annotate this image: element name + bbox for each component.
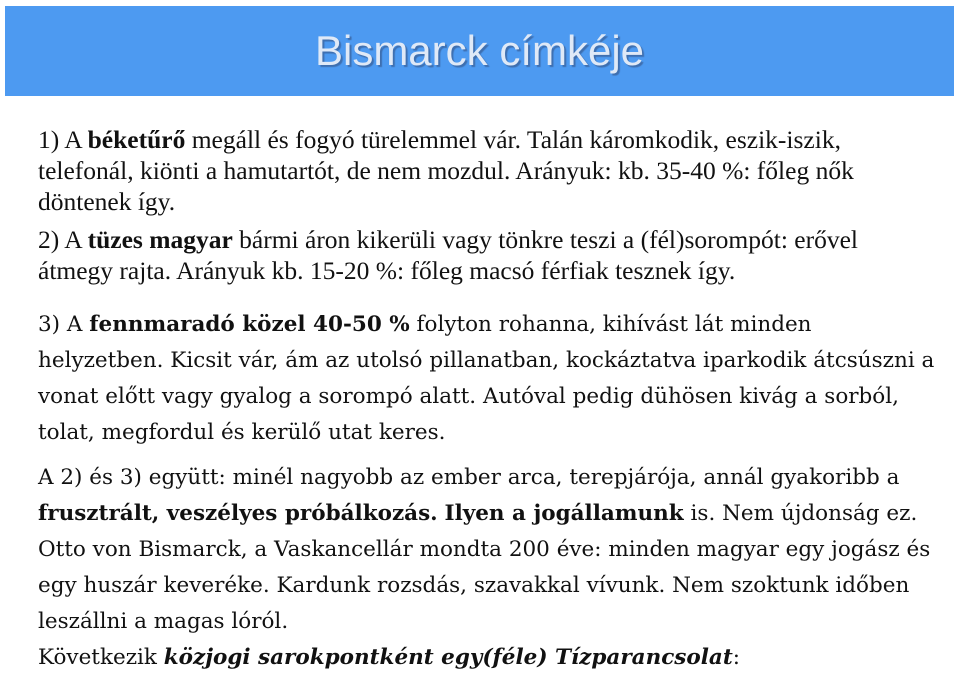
title-bar	[5, 6, 954, 96]
paragraph-5-bold-italic: közjogi sarokpontként egy(féle) Tízparancsolat	[163, 645, 733, 670]
paragraph-5-rest: :	[732, 645, 741, 670]
paragraph-1	[38, 124, 938, 217]
paragraph-4-rest: is. Nem újdonság ez. Otto von Bismarck, a Vaskancellár mondta 200 éve: minden magyar egy jogász és egy huszár keveréke. Kardunk rozsdás, szavakkal vívunk. Nem szoktunk időben leszállni a magas lóról.	[38, 501, 931, 634]
paragraph-3	[38, 307, 938, 451]
paragraph-4	[38, 460, 938, 640]
paragraph-4-lead: A 2) és 3) együtt: minél nagyobb az ember arca, terepjárója, annál gyakoribb a	[38, 465, 900, 490]
paragraph-2-lead: 2) A	[38, 225, 88, 254]
slide-title: Bismarck címkéje	[314, 27, 645, 74]
paragraph-5-lead: Következik	[38, 645, 164, 670]
paragraph-1-bold: béketűrő	[87, 125, 186, 154]
paragraph-5	[38, 640, 740, 675]
paragraph-2	[38, 224, 938, 286]
paragraph-1-lead: 1) A	[38, 125, 88, 154]
paragraph-3-bold: fennmaradó közel 40-50 %	[89, 312, 410, 337]
paragraph-4-bold-2: Ilyen a jogállamunk	[444, 501, 684, 526]
paragraph-4-bold-1: frusztrált, veszélyes próbálkozás.	[38, 501, 438, 526]
paragraph-4-mid	[438, 501, 445, 526]
paragraph-2-bold: tüzes magyar	[87, 225, 233, 254]
paragraph-3-lead: 3) A	[38, 312, 90, 337]
paragraph-3-rest: folyton rohanna, kihívást lát minden helyzetben. Kicsit vár, ám az utolsó pillanatban, kockáztatva iparkodik átcsúszni a vonat előtt vagy gyalog a sorompó alatt. Autóval pedig dühösen kivág a sorból, tolat, megfordul és kerülő utat keres.	[38, 312, 935, 445]
paragraph-1-rest: megáll és fogyó türelemmel vár. Talán káromkodik, eszik-iszik, telefonál, kiönti a hamutartót, de nem mozdul. Arányuk: kb. 35-40 %: főleg nők döntenek így.	[38, 125, 854, 216]
paragraph-2-rest: bármi áron kikerüli vagy tönkre teszi a (fél)sorompót: erővel átmegy rajta. Arányuk kb. 15-20 %: főleg macsó férfiak tesznek így.	[38, 225, 859, 285]
